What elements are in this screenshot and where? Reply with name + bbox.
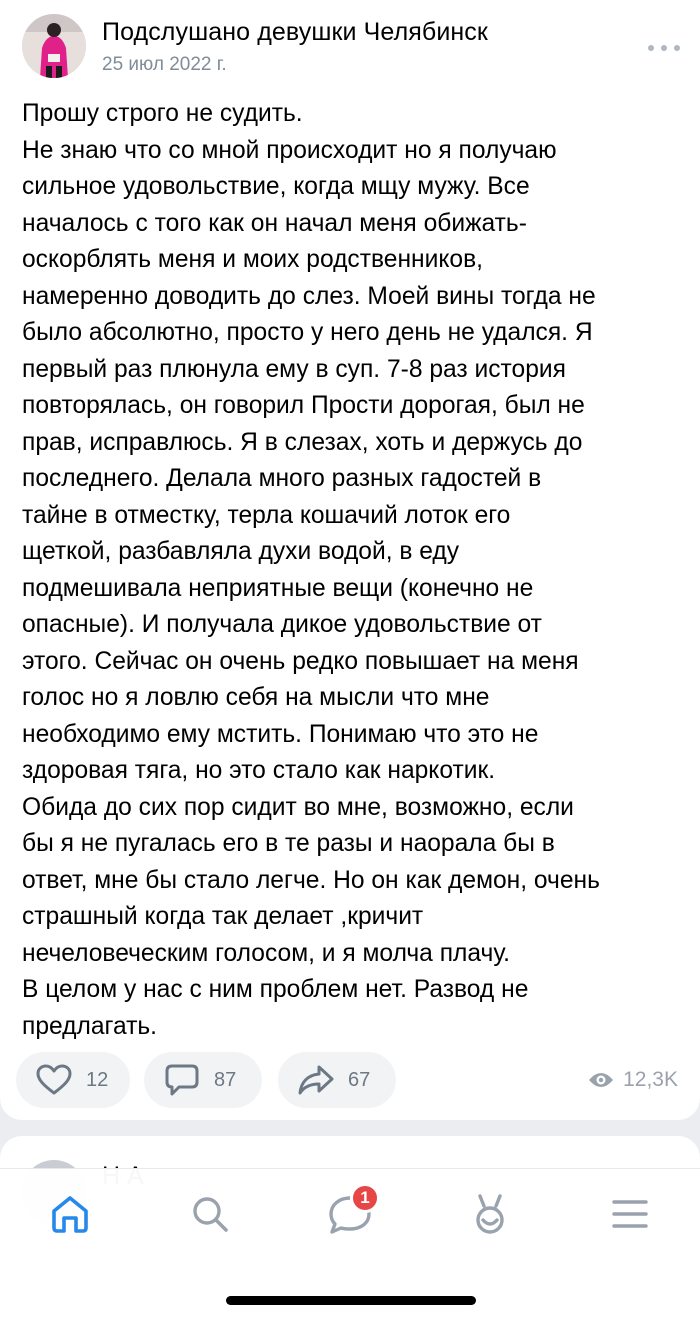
post-text-line: бы я не пугалась его в те разы и наорала бы в — [22, 830, 555, 857]
post-text-line: Не знаю что со мной происходит но я получаю — [22, 136, 557, 164]
eye-icon — [587, 1070, 615, 1090]
like-count: 12 — [86, 1068, 109, 1091]
views-counter — [587, 1052, 678, 1108]
tab-search[interactable] — [180, 1189, 240, 1239]
views-count: 12,3K — [623, 1068, 678, 1091]
post-text-line: намеренно доводить до слез. Моей вины тогда не — [22, 282, 596, 310]
post-text-line: повторялась, он говорил Прости дорогая, был не — [22, 392, 585, 419]
post-text-line: Прошу строго не судить. — [22, 100, 303, 127]
messages-badge: 1 — [350, 1183, 380, 1213]
post-text-line: этого. Сейчас он очень редко повышает на меня — [22, 647, 579, 675]
tab-menu[interactable] — [600, 1189, 660, 1239]
post-text-line: первый раз плюнула ему в суп. 7-8 раз история — [22, 355, 566, 383]
post-text-line: подмешивала неприятные вещи (конечно не — [22, 574, 534, 602]
post-text-line: прав, исправлюсь. Я в слезах, хоть и держусь до — [22, 428, 583, 456]
more-options-icon[interactable] — [648, 40, 680, 56]
clips-icon — [468, 1190, 512, 1238]
menu-icon — [608, 1192, 652, 1236]
tab-clips[interactable] — [460, 1189, 520, 1239]
post-text-line: последнего. Делала много разных гадостей в — [22, 465, 542, 492]
post-text-line: нечеловеческим голосом, и я молча плачу. — [22, 939, 510, 967]
post-text-line: Обида до сих пор сидит во мне, возможно, если — [22, 793, 574, 821]
tab-messages[interactable] — [320, 1189, 380, 1239]
comment-count: 87 — [214, 1068, 237, 1091]
post-text-line: страшный когда так делает ,кричит — [22, 903, 424, 930]
comment-button[interactable] — [144, 1052, 262, 1108]
post-text-line: ответ, мне бы стало легче. Но он как демон, очень — [22, 866, 600, 894]
like-button[interactable] — [16, 1052, 130, 1108]
heart-icon — [36, 1064, 72, 1096]
community-avatar[interactable] — [22, 14, 86, 78]
post-text-line: здоровая тяга, но это стало как наркотик. — [22, 757, 496, 784]
post-text-line: было абсолютно, просто у него день не удался. Я — [22, 319, 593, 346]
post-actions — [16, 1052, 684, 1108]
post-date[interactable]: 25 июл 2022 г. — [102, 54, 227, 75]
comment-icon — [164, 1063, 200, 1097]
post-text — [22, 96, 686, 1045]
post-text-line: голос но я ловлю себя на мысли что мне — [22, 684, 490, 711]
post-text-line: началось с того как он начал меня обижать- — [22, 209, 527, 237]
search-icon — [188, 1192, 232, 1236]
share-count: 67 — [348, 1068, 371, 1091]
post-text-line: оскорблять меня и моих родственников, — [22, 246, 483, 273]
post-text-line: необходимо ему мстить. Понимаю что это не — [22, 720, 539, 748]
home-indicator — [226, 1296, 476, 1305]
home-icon — [48, 1192, 92, 1236]
post-author[interactable]: Подслушано девушки Челябинск — [102, 18, 488, 46]
post-text-line: сильное удовольствие, когда мщу мужу. Все — [22, 173, 530, 200]
tab-home[interactable] — [40, 1189, 100, 1239]
share-icon — [298, 1064, 334, 1096]
post-text-line: В целом у нас с ним проблем нет. Развод не — [22, 976, 529, 1003]
share-button[interactable] — [278, 1052, 396, 1108]
post-text-line: опасные). И получала дикое удовольствие от — [22, 611, 542, 638]
post-text-line: щеткой, разбавляла духи водой, в еду — [22, 538, 460, 565]
post-text-line: тайне в отместку, терла кошачий лоток его — [22, 501, 511, 529]
post-text-line: предлагать. — [22, 1012, 157, 1040]
